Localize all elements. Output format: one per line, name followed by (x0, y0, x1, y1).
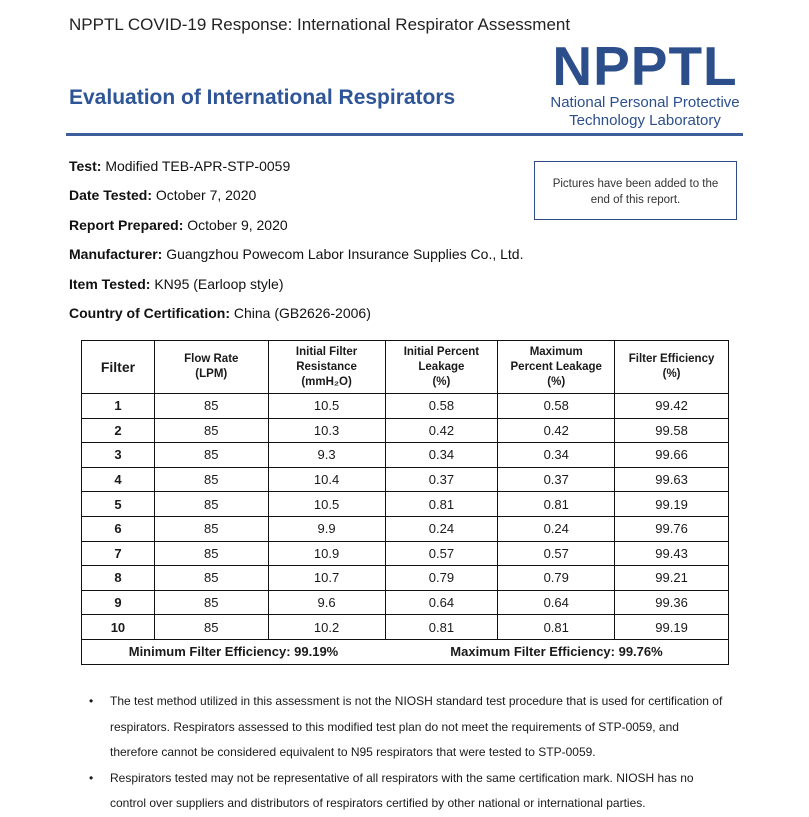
cell-initial-leakage: 0.64 (385, 590, 498, 615)
cell-initial-leakage: 0.57 (385, 541, 498, 566)
bullet-icon: • (89, 694, 94, 708)
cell-max-leakage: 0.37 (498, 467, 615, 492)
meta-test-label: Test: (69, 158, 102, 174)
meta-country-label: Country of Certification: (69, 305, 230, 321)
meta-report-value: October 9, 2020 (187, 217, 288, 233)
cell-filter: 1 (82, 394, 155, 419)
table-row (82, 590, 729, 615)
cell-resistance: 9.6 (268, 590, 385, 615)
meta-country (69, 305, 371, 321)
cell-flow-rate: 85 (154, 492, 268, 517)
cell-max-leakage: 0.81 (498, 615, 615, 640)
report-header-title: NPPTL COVID-19 Response: International Respirator Assessment (69, 15, 571, 34)
cell-efficiency: 99.42 (615, 394, 729, 419)
col-header-filter-efficiency (615, 341, 729, 394)
logo-subtitle-line-2: Technology Laboratory (569, 112, 721, 129)
disclaimer-notes (89, 689, 749, 817)
col-header-text: Resistance (296, 360, 357, 373)
cell-resistance: 10.5 (268, 492, 385, 517)
cell-efficiency: 99.19 (615, 492, 729, 517)
col-header-text: (%) (662, 368, 681, 380)
meta-manufacturer-label: Manufacturer: (69, 246, 163, 262)
note-text: therefore cannot be considered equivalent to N95 respirators that were tested to STP-0059. (110, 745, 596, 759)
col-header-text: (%) (547, 375, 566, 388)
cell-flow-rate: 85 (154, 615, 268, 640)
meta-item-tested (69, 276, 284, 292)
col-header-text: (LPM) (195, 368, 228, 380)
cell-filter: 5 (82, 492, 155, 517)
page-title: Evaluation of International Respirators (69, 86, 456, 109)
cell-max-leakage: 0.34 (498, 443, 615, 468)
note-text: respirators. Respirators assessed to this modified test plan do not meet the requirements of STP-0059, and (110, 719, 679, 734)
table-row (82, 541, 729, 566)
meta-date-label: Date Tested: (69, 187, 152, 203)
meta-date-value: October 7, 2020 (155, 187, 257, 203)
cell-max-leakage: 0.81 (498, 492, 615, 517)
cell-resistance: 10.2 (268, 615, 385, 640)
col-header-resistance (268, 341, 385, 394)
cell-flow-rate: 85 (154, 541, 268, 566)
meta-date-tested (69, 187, 256, 203)
meta-item-value: KN95 (Earloop style) (154, 276, 284, 292)
meta-manufacturer (69, 246, 523, 262)
cell-efficiency: 99.66 (615, 443, 729, 468)
cell-max-leakage: 0.64 (498, 590, 615, 615)
cell-flow-rate: 85 (154, 443, 268, 468)
cell-flow-rate: 85 (154, 516, 268, 541)
cell-resistance: 10.7 (268, 566, 385, 591)
cell-resistance: 10.3 (268, 418, 385, 443)
summary-min-efficiency: Minimum Filter Efficiency: 99.19% (82, 639, 386, 664)
cell-filter: 10 (82, 615, 155, 640)
cell-initial-leakage: 0.81 (385, 492, 498, 517)
list-item (89, 766, 749, 817)
table-row (82, 516, 729, 541)
col-header-filter: Filter (82, 341, 155, 394)
table-row (82, 615, 729, 640)
meta-country-value: China (GB2626-2006) (233, 305, 371, 321)
logo-wordmark: NPPTL (552, 35, 738, 97)
note-text: Respirators tested may not be representative of all respirators with the same certification mark. NIOSH has no (110, 770, 694, 785)
table-summary-row (82, 639, 729, 664)
cell-resistance: 9.9 (268, 516, 385, 541)
cell-resistance: 10.9 (268, 541, 385, 566)
cell-filter: 6 (82, 516, 155, 541)
cell-filter: 4 (82, 467, 155, 492)
table-row (82, 418, 729, 443)
cell-resistance: 10.4 (268, 467, 385, 492)
note-line-2: end of this report. (590, 194, 681, 206)
table-row (82, 492, 729, 517)
table-row (82, 394, 729, 419)
cell-max-leakage: 0.79 (498, 566, 615, 591)
cell-max-leakage: 0.24 (498, 516, 615, 541)
col-header-initial-leakage (385, 341, 498, 394)
summary-max-efficiency: Maximum Filter Efficiency: 99.76% (385, 639, 729, 664)
table-header-row (82, 341, 729, 394)
list-item (89, 689, 749, 766)
cell-efficiency: 99.19 (615, 615, 729, 640)
col-header-text: Maximum (529, 345, 583, 358)
cell-resistance: 10.5 (268, 394, 385, 419)
cell-flow-rate: 85 (154, 394, 268, 419)
filter-results-table (81, 340, 729, 665)
cell-filter: 8 (82, 566, 155, 591)
meta-report-label: Report Prepared: (69, 217, 184, 233)
table-row (82, 566, 729, 591)
cell-resistance: 9.3 (268, 443, 385, 468)
cell-filter: 9 (82, 590, 155, 615)
cell-initial-leakage: 0.81 (385, 615, 498, 640)
col-header-text: (mmH₂O) (301, 375, 352, 388)
cell-flow-rate: 85 (154, 418, 268, 443)
col-header-text: Flow Rate (184, 353, 239, 365)
pictures-note-box (534, 161, 737, 220)
table-row (82, 443, 729, 468)
cell-filter: 2 (82, 418, 155, 443)
cell-filter: 7 (82, 541, 155, 566)
meta-item-label: Item Tested: (69, 276, 151, 292)
cell-initial-leakage: 0.37 (385, 467, 498, 492)
cell-efficiency: 99.43 (615, 541, 729, 566)
cell-flow-rate: 85 (154, 467, 268, 492)
col-header-text: Leakage (418, 360, 465, 373)
cell-max-leakage: 0.58 (498, 394, 615, 419)
col-header-text: Initial Filter (295, 345, 358, 358)
logo-subtitle-line-1: National Personal Protective (550, 94, 740, 111)
cell-flow-rate: 85 (154, 590, 268, 615)
cell-flow-rate: 85 (154, 566, 268, 591)
cell-efficiency: 99.21 (615, 566, 729, 591)
col-header-text: Filter Efficiency (628, 353, 715, 365)
cell-max-leakage: 0.42 (498, 418, 615, 443)
cell-efficiency: 99.58 (615, 418, 729, 443)
cell-initial-leakage: 0.79 (385, 566, 498, 591)
cell-initial-leakage: 0.34 (385, 443, 498, 468)
col-header-text: (%) (432, 375, 451, 388)
bullet-icon: • (89, 770, 94, 785)
cell-initial-leakage: 0.42 (385, 418, 498, 443)
header-divider (66, 133, 743, 136)
cell-efficiency: 99.63 (615, 467, 729, 492)
col-header-text: Percent Leakage (510, 360, 602, 373)
meta-report-prepared (69, 217, 288, 233)
col-header-flow-rate (154, 341, 268, 394)
note-line-1: Pictures have been added to the (552, 178, 719, 190)
meta-manufacturer-value: Guangzhou Powecom Labor Insurance Supplies Co., Ltd. (166, 246, 524, 262)
cell-initial-leakage: 0.24 (385, 516, 498, 541)
cell-filter: 3 (82, 443, 155, 468)
note-text: control over suppliers and distributors of respirators certified by other national or international parties. (110, 796, 646, 810)
cell-max-leakage: 0.57 (498, 541, 615, 566)
table-row (82, 467, 729, 492)
cell-efficiency: 99.76 (615, 516, 729, 541)
col-header-text: Initial Percent (403, 345, 480, 358)
note-text: The test method utilized in this assessment is not the NIOSH standard test procedure that is used for certification of (110, 694, 723, 708)
npptl-logo (545, 35, 745, 130)
col-header-max-leakage (498, 341, 615, 394)
meta-test-value: Modified TEB-APR-STP-0059 (105, 158, 291, 174)
cell-initial-leakage: 0.58 (385, 394, 498, 419)
meta-test (69, 158, 290, 174)
cell-efficiency: 99.36 (615, 590, 729, 615)
